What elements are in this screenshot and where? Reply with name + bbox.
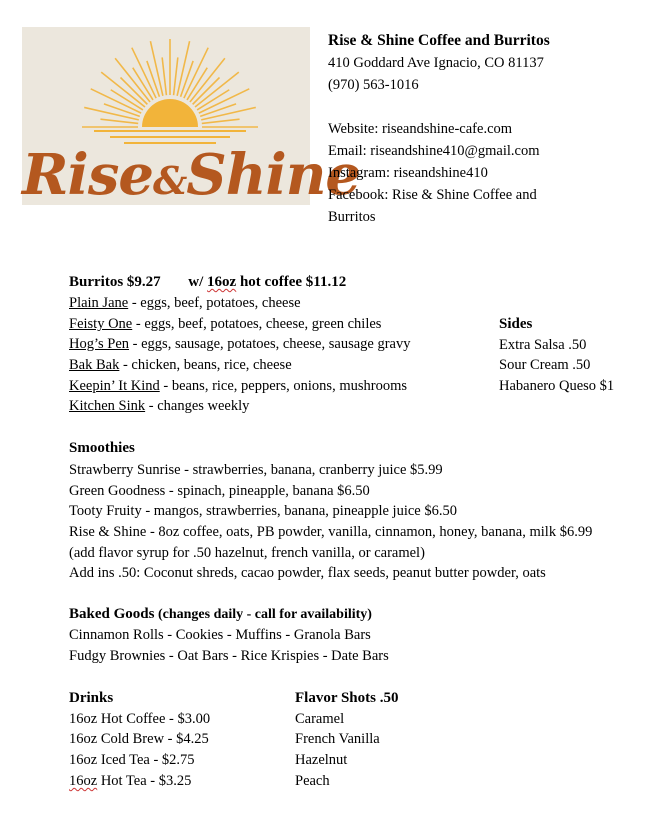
list-item: Fudgy Brownies - Oat Bars - Rice Krispies - Date Bars [69,647,389,664]
list-item: Cinnamon Rolls - Cookies - Muffins - Granola Bars [69,627,371,643]
list-item: Habanero Queso $1 [499,378,615,395]
list-item: 16oz Iced Tea - $2.75 [69,752,195,769]
list-item: Rise & Shine - 8oz coffee, oats, PB powder, vanilla, cinnamon, honey, banana, milk $6.99 [69,524,593,541]
website: Website: riseandshine-cafe.com [328,121,513,137]
list-item: French Vanilla [295,731,380,748]
list-item: 16oz Hot Tea - $3.25 [69,772,192,789]
logo-wordmark: Rise&Shine [22,142,361,208]
smoothies-section [69,438,592,584]
menu-item: Plain Jane - eggs, beef, potatoes, cheese [69,295,301,311]
menu-item: Keepin’ It Kind - beans, rice, peppers, onions, mushrooms [69,377,407,394]
list-item: Extra Salsa .50 [499,336,587,353]
address: 410 Goddard Ave Ignacio, CO 81137 [328,55,544,71]
menu-item: Kitchen Sink - changes weekly [69,398,250,415]
menu-item: Hog’s Pen - eggs, sausage, potatoes, cheese, sausage gravy [69,336,411,353]
facebook: Facebook: Rise & Shine Coffee and [328,187,537,203]
drinks-section [69,688,210,791]
list-item: Sour Cream .50 [499,357,591,374]
menu-item: Feisty One - eggs, beef, potatoes, cheese, green chiles [69,315,382,332]
list-item: (add flavor syrup for .50 hazelnut, french vanilla, or caramel) [69,544,425,561]
baked-goods-section [69,604,389,666]
list-item: Green Goodness - spinach, pineapple, banana $6.50 [69,482,370,499]
email: Email: riseandshine410@gmail.com [328,143,540,159]
list-item: 16oz Cold Brew - $4.25 [69,731,209,748]
burritos-combo: w/ 16oz hot coffee $11.12 [188,274,347,290]
flavor-shots-title: Flavor Shots .50 [295,690,399,706]
menu-item: Bak Bak - chicken, beans, rice, cheese [69,357,292,374]
logo [22,27,361,208]
list-item: Tooty Fruity - mangos, strawberries, banana, pineapple juice $6.50 [69,503,457,520]
baked-goods-note: (changes daily - call for availability) [154,607,372,622]
business-info [328,30,628,228]
sides-section [499,314,614,397]
burritos-section [69,272,410,417]
burritos-title: Burritos $9.27 [69,274,161,290]
instagram: Instagram: riseandshine410 [328,165,488,181]
facebook-cont: Burritos [328,209,376,225]
phone: (970) 563-1016 [328,77,419,93]
sides-title: Sides [499,316,533,332]
baked-goods-title: Baked Goods [69,606,155,622]
smoothies-title: Smoothies [69,440,135,456]
drinks-title: Drinks [69,690,114,706]
list-item: Peach [295,772,330,789]
list-item: Strawberry Sunrise - strawberries, banana, cranberry juice $5.99 [69,462,443,478]
list-item: Hazelnut [295,752,348,769]
flavor-shots-section [295,688,398,791]
list-item: Caramel [295,710,345,727]
list-item: Add ins .50: Coconut shreds, cacao powder, flax seeds, peanut butter powder, oats [69,565,546,582]
business-name: Rise & Shine Coffee and Burritos [328,32,550,49]
list-item: 16oz Hot Coffee - $3.00 [69,710,211,727]
